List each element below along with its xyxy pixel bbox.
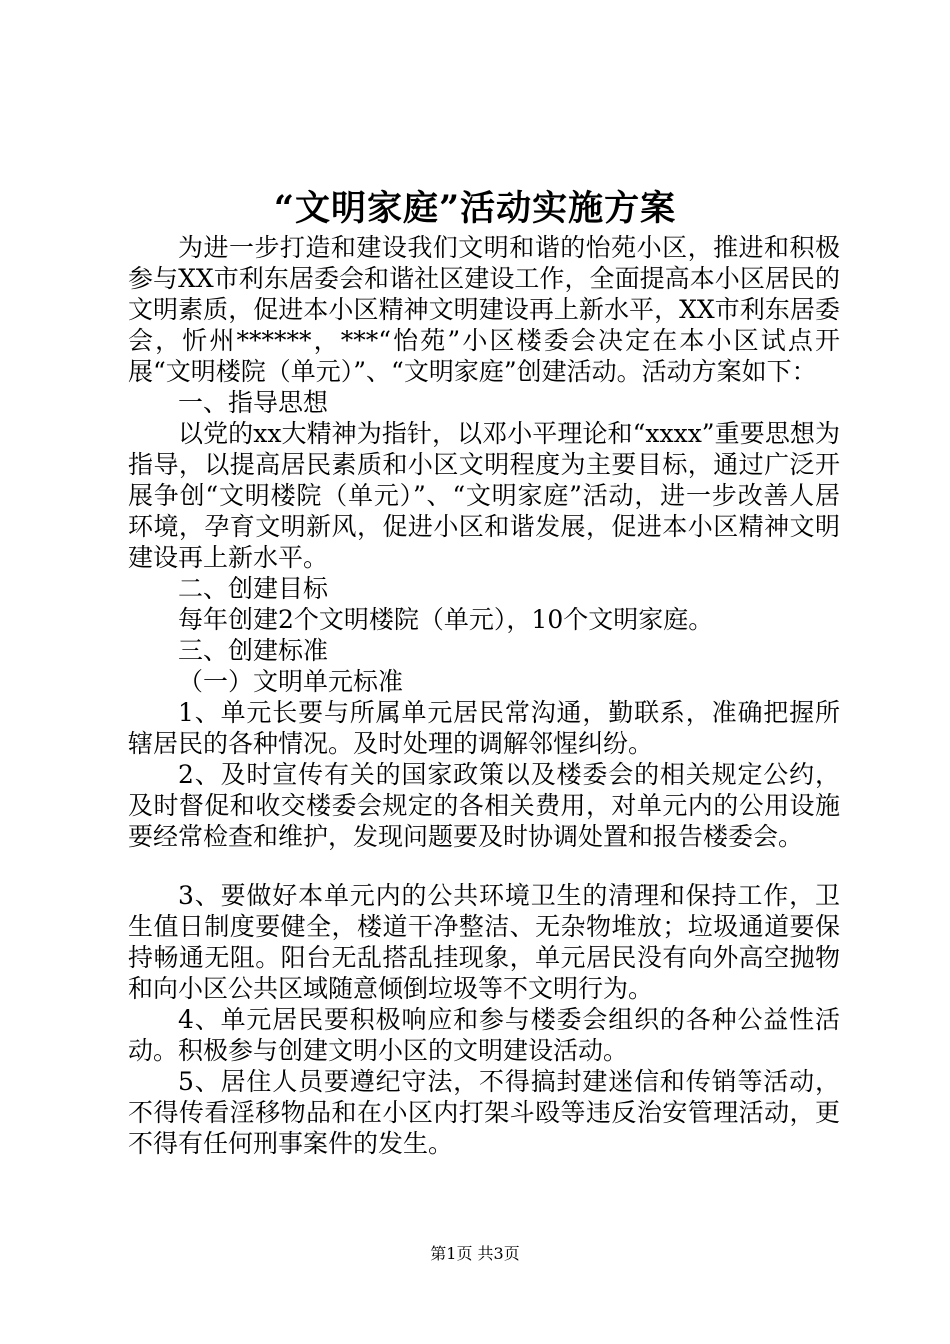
subsection-heading-unit-standards: （一）文明单元标准 bbox=[178, 667, 404, 696]
guiding-ideology-paragraph: 以党的xx大精神为指针，以邓小平理论和“xxxx”重要思想为指导，以提高居民素质和小区文明程度为主要目标，通过广泛开展争创“文明楼院（单元）”、“文明家庭”活动，进一步改善人居环境，孕育文明新风，促进小区和谐发展，促进本小区精神文明建设再上新水平。 bbox=[128, 419, 840, 572]
section-heading-standards: 三、创建标准 bbox=[178, 636, 329, 665]
standard-item-3: 3、要做好本单元内的公共环境卫生的清理和保持工作，卫生值日制度要健全，楼道干净整洁、无杂物堆放；垃圾通道要保持畅通无阻。阳台无乱搭乱挂现象，单元居民没有向外高空抛物和向小区公共区域随意倾倒垃圾等不文明行为。 bbox=[128, 881, 840, 1003]
standard-item-2: 2、及时宣传有关的国家政策以及楼委会的相关规定公约，及时督促和收交楼委会规定的各相关费用，对单元内的公用设施要经常检查和维护，发现问题要及时协调处置和报告楼委会。 bbox=[128, 760, 840, 851]
document-body bbox=[128, 232, 840, 1159]
intro-paragraph: 为进一步打造和建设我们文明和谐的怡苑小区，推进和积极参与XX市利东居委会和谐社区建设工作，全面提高本小区居民的文明素质，促进本小区精神文明建设再上新水平，XX市利东居委会，忻州******，***“怡苑”小区楼委会决定在本小区试点开展“文明楼院（单元）”、“文明家庭”创建活动。活动方案如下： bbox=[128, 233, 840, 386]
goals-paragraph: 每年创建2个文明楼院（单元），10个文明家庭。 bbox=[178, 605, 714, 634]
standard-item-5: 5、居住人员要遵纪守法，不得搞封建迷信和传销等活动，不得传看淫移物品和在小区内打架斗殴等违反治安管理活动，更不得有任何刑事案件的发生。 bbox=[128, 1067, 840, 1158]
standard-item-1: 1、单元长要与所属单元居民常沟通，勤联系，准确把握所辖居民的各种情况。及时处理的调解邻惺纠纷。 bbox=[128, 698, 840, 758]
page-footer: 第1页 共3页 bbox=[430, 1244, 520, 1263]
section-heading-goals: 二、创建目标 bbox=[178, 574, 329, 603]
section-heading-guiding-ideology: 一、指导思想 bbox=[178, 388, 329, 417]
standard-item-4: 4、单元居民要积极响应和参与楼委会组织的各种公益性活动。积极参与创建文明小区的文明建设活动。 bbox=[128, 1005, 840, 1065]
document-title: “文明家庭”活动实施方案 bbox=[273, 188, 677, 229]
